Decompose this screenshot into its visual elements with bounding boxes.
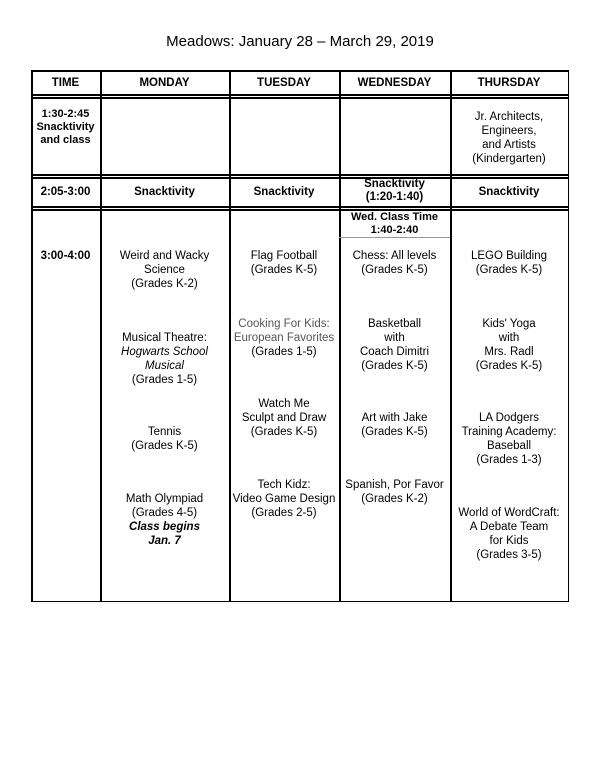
- thursday-activity-1: LEGO Building (Grades K-5): [470, 250, 548, 276]
- header-monday: MONDAY: [139, 77, 190, 89]
- monday-activity-3: Tennis (Grades K-5): [131, 426, 198, 452]
- wed-class-time: Wed. Class Time 1:40-2:40: [350, 211, 439, 236]
- tuesday-activity-4: Tech Kidz: Video Game Design (Grades 2-5): [232, 479, 336, 519]
- monday-activity-4: Math Olympiad (Grades 4-5) Class begins Jan. 7: [125, 493, 204, 547]
- thursday-activity-2: Kids' Yoga with Mrs. Radl (Grades K-5): [475, 318, 543, 372]
- tuesday-activity-1: Flag Football (Grades K-5): [250, 250, 318, 276]
- row-divider: [31, 174, 569, 176]
- row-divider: [31, 94, 569, 96]
- wednesday-activity-1: Chess: All levels (Grades K-5): [352, 250, 437, 276]
- wednesday-activity-2: Basketball with Coach Dimitri (Grades K-5): [359, 318, 429, 372]
- table-border-top: [31, 70, 569, 72]
- header-tuesday: TUESDAY: [257, 77, 311, 89]
- row-divider: [31, 206, 569, 208]
- page-title: Meadows: January 28 – March 29, 2019: [166, 33, 434, 50]
- header-wednesday: WEDNESDAY: [357, 77, 432, 89]
- wednesday-activity-3: Art with Jake (Grades K-5): [361, 412, 428, 438]
- tuesday-activity-3: Watch Me Sculpt and Draw (Grades K-5): [241, 398, 327, 438]
- row2-monday: Snacktivity: [134, 186, 195, 198]
- monday-activity-2: Musical Theatre: Hogwarts School Musical (Grades 1-5): [121, 332, 208, 386]
- row1-time: 1:30-2:45 Snacktivity and class: [36, 108, 95, 146]
- header-time: TIME: [51, 77, 80, 89]
- row1-thursday: Jr. Architects, Engineers, and Artists (Kindergarten): [472, 111, 546, 165]
- row2-time: 2:05-3:00: [40, 186, 91, 198]
- row3-time: 3:00-4:00: [40, 250, 91, 262]
- tuesday-activity-2: Cooking For Kids: European Favorites (Grades 1-5): [233, 318, 335, 358]
- row-divider: [31, 97, 569, 99]
- row2-thursday: Snacktivity: [478, 186, 540, 198]
- header-thursday: THURSDAY: [477, 77, 541, 89]
- row2-wednesday: Snacktivity (1:20-1:40): [364, 178, 425, 203]
- table-border-left: [31, 70, 33, 602]
- row-divider: [31, 177, 569, 179]
- wednesday-activity-4: Spanish, Por Favor (Grades K-2): [345, 479, 444, 505]
- row-divider: [31, 209, 569, 211]
- schedule-table: [31, 70, 569, 602]
- thursday-activity-3: LA Dodgers Training Academy: Baseball (Grades 1-3): [461, 412, 557, 466]
- row2-tuesday: Snacktivity: [253, 186, 315, 198]
- table-border-bottom: [31, 601, 569, 603]
- monday-activity-1: Weird and Wacky Science (Grades K-2): [119, 250, 210, 290]
- thursday-activity-4: World of WordCraft: A Debate Team for Kids (Grades 3-5): [458, 507, 560, 561]
